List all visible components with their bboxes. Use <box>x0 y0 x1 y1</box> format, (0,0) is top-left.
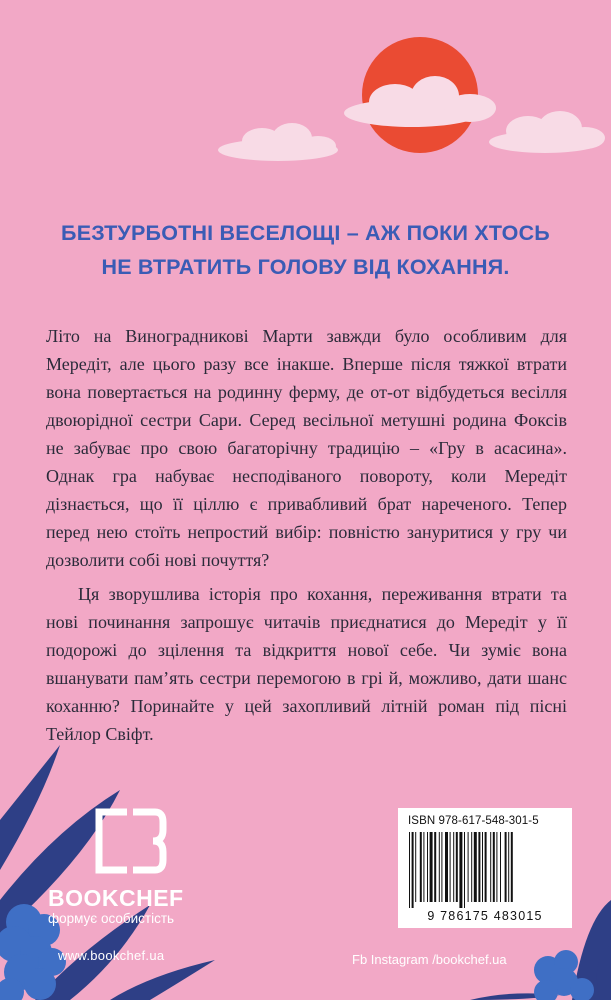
barcode-bar <box>482 832 483 902</box>
barcode-bar <box>511 832 513 902</box>
barcode-bar <box>500 832 501 902</box>
barcode-bar <box>478 832 480 902</box>
barcode-bar <box>430 832 433 902</box>
barcode-bar <box>415 832 416 902</box>
barcode-digits: 9 786175 483015 <box>427 909 543 923</box>
barcode-bar <box>456 832 458 902</box>
barcode-bar <box>508 832 509 902</box>
barcode-bar <box>474 832 477 902</box>
barcode-bars <box>408 832 562 908</box>
book-blurb <box>46 322 567 748</box>
barcode-bar <box>441 832 442 902</box>
barcode-bar <box>459 832 462 908</box>
publisher-name: BOOKCHEF <box>48 885 184 911</box>
barcode-bar <box>450 832 451 902</box>
barcode-bar <box>423 832 424 902</box>
publisher-social: Fb Instagram /bookchef.ua <box>352 952 507 967</box>
barcode-bar <box>468 832 469 902</box>
barcode-bar <box>439 832 440 902</box>
headline-line-2: НЕ ВТРАТИТЬ ГОЛОВУ ВІД КОХАННЯ. <box>101 255 510 279</box>
bookchef-logo-icon <box>93 806 167 876</box>
barcode-bar <box>471 832 472 902</box>
barcode-bar <box>464 832 465 908</box>
isbn-barcode-panel <box>398 808 572 928</box>
barcode-bar <box>490 832 491 902</box>
barcode-bar <box>496 832 497 902</box>
cover-headline <box>0 216 611 284</box>
barcode-bar <box>493 832 495 902</box>
barcode-bar <box>412 832 414 908</box>
publisher-website: www.bookchef.ua <box>58 948 165 963</box>
barcode-bar <box>420 832 422 902</box>
barcode-bar <box>505 832 507 902</box>
barcode-bar <box>453 832 454 902</box>
barcode-bar <box>485 832 487 902</box>
headline-line-1: БЕЗТУРБОТНІ ВЕСЕЛОЩІ – АЖ ПОКИ ХТОСЬ <box>61 221 550 245</box>
barcode-bar <box>445 832 448 902</box>
blurb-paragraph-1: Літо на Виноградникові Марти завжди було особливим для Мередіт, але цього разу все інакше. Вперше після тяжкої втрати вона повертається на родинну ферму, де от-от відбудеться весілля двоюрідної сестри Сари. Серед весільної метушні родина Фоксів не забуває про свою багаторічну традицію – «Гру в асасина». Однак гра набуває несподіваного повороту, коли Мередіт дізнається, що її ціллю є привабливий брат нареченого. Тепер перед нею стоїть непростий вибір: повністю зануритися у гру чи дозволити собі нові почуття? <box>46 326 567 570</box>
isbn-label: ISBN 978-617-548-301-5 <box>408 815 539 827</box>
barcode-bar <box>434 832 436 902</box>
barcode-bar <box>427 832 428 902</box>
blurb-paragraph-2: Ця зворушлива історія про кохання, переживання втрати та нові починання запрошує читачів приєднатися до Мередіт у її подорожі до зцілення та відкриття нової себе. Чи зуміє вона вшанувати пам’ять сестри перемогою в грі й, можливо, дати шанс коханню? Поринайте у цей захопливий літній роман під пісні Тейлор Свіфт. <box>46 584 567 744</box>
publisher-slogan: формує особистість <box>48 911 175 926</box>
barcode-bar <box>409 832 410 908</box>
